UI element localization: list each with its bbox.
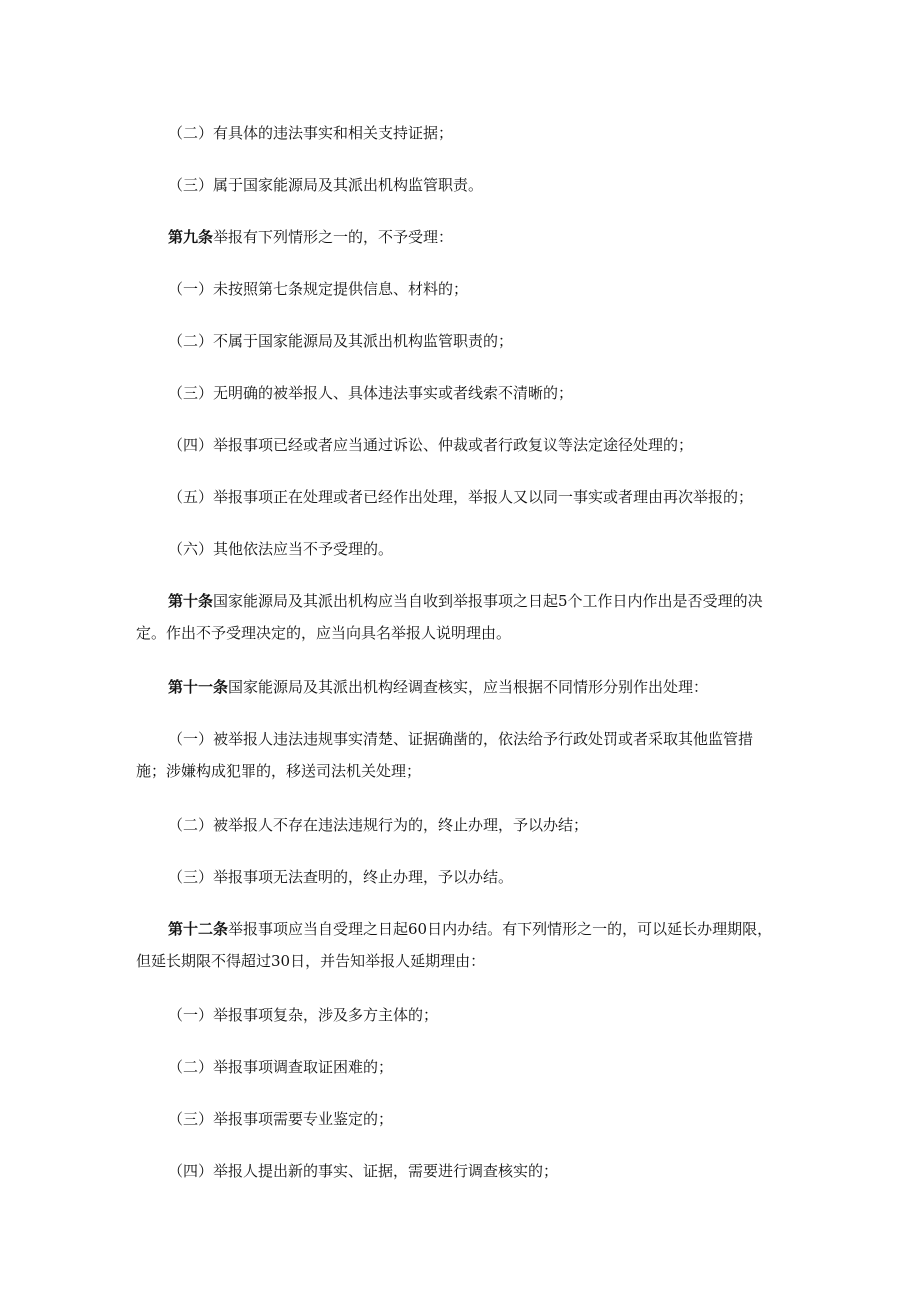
list-item: （二）不属于国家能源局及其派出机构监管职责的； — [168, 332, 514, 350]
list-item: （四）举报事项已经或者应当通过诉讼、仲裁或者行政复议等法定途径处理的； — [168, 436, 694, 454]
article-9-paragraph — [168, 227, 453, 247]
list-item: （六）其他依法应当不予受理的。 — [168, 540, 394, 558]
list-item: （二）有具体的违法事实和相关支持证据； — [168, 124, 454, 142]
article-11-paragraph — [168, 677, 708, 697]
list-item: （三）举报事项需要专业鉴定的； — [168, 1110, 394, 1128]
list-item: （三）举报事项无法查明的，终止办理，予以办结。 — [168, 868, 514, 886]
article-10-body: 国家能源局及其派出机构应当自收到举报事项之日起5个工作日内作出是否受理的决定。作出不予受理决定的，应当向具名举报人说明理由。 — [136, 592, 763, 642]
article-12-body: 举报事项应当自受理之日起60日内办结。有下列情形之一的，可以延长办理期限，但延长期限不得超过30日，并告知举报人延期理由： — [136, 920, 773, 970]
list-item: （一）被举报人违法违规事实清楚、证据确凿的，依法给予行政处罚或者采取其他监管措施；涉嫌构成犯罪的，移送司法机关处理； — [136, 730, 754, 780]
list-item: （一）未按照第七条规定提供信息、材料的； — [168, 280, 469, 298]
article-9-heading: 第九条 — [168, 228, 214, 246]
article-11-heading: 第十一条 — [168, 678, 229, 696]
article-10-heading: 第十条 — [168, 592, 214, 610]
article-12-heading: 第十二条 — [168, 920, 229, 938]
list-item: （三）属于国家能源局及其派出机构监管职责。 — [168, 176, 484, 194]
article-11-body: 国家能源局及其派出机构经调查核实，应当根据不同情形分别作出处理： — [228, 678, 709, 696]
list-item: （一）举报事项复杂，涉及多方主体的； — [168, 1006, 439, 1024]
list-item: （二）被举报人不存在违法违规行为的，终止办理，予以办结； — [168, 816, 589, 834]
article-9-body: 举报有下列情形之一的，不予受理： — [213, 228, 454, 246]
article-10-paragraph — [136, 585, 780, 649]
list-item: （三）无明确的被举报人、具体违法事实或者线索不清晰的； — [168, 384, 574, 402]
list-item: （二）举报事项调查取证困难的； — [168, 1058, 394, 1076]
list-item: （四）举报人提出新的事实、证据，需要进行调查核实的； — [168, 1162, 559, 1180]
list-item: （五）举报事项正在处理或者已经作出处理，举报人又以同一事实或者理由再次举报的； — [168, 488, 754, 506]
article-12-paragraph — [136, 913, 780, 977]
